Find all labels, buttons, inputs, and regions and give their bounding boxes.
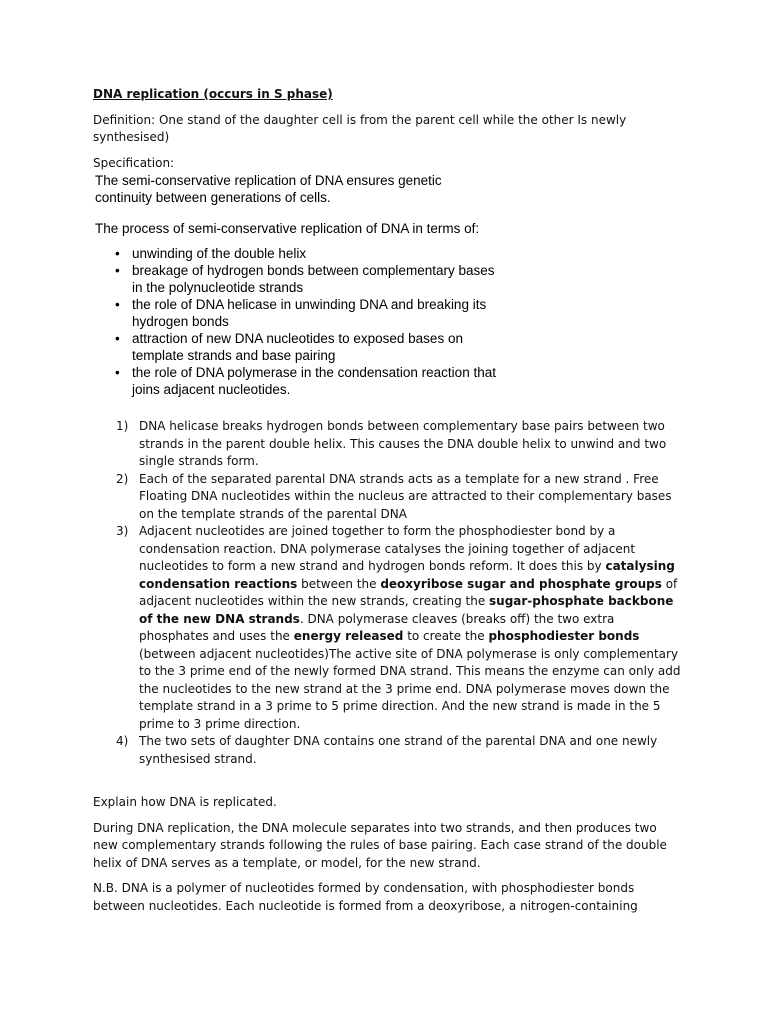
step-text: of adjacent nucleotides within the new strands, creating the	[139, 576, 678, 608]
step-number: 3)	[116, 524, 129, 538]
list-item	[95, 246, 683, 263]
bold-term: energy released	[293, 629, 404, 643]
list-item	[93, 523, 683, 733]
step-number: 1)	[116, 419, 129, 433]
bullet-icon: •	[115, 245, 120, 261]
list-item	[93, 471, 683, 524]
spec-subhead: The process of semi-conservative replication of DNA in terms of:	[95, 221, 480, 236]
spec-intro-line: continuity between generations of cells.	[95, 189, 331, 205]
replication-steps	[93, 418, 683, 768]
spec-item-text: in the polynucleotide strands	[132, 279, 304, 295]
list-item	[95, 365, 683, 398]
step-text: . DNA polymerase cleaves (breaks off) the two extra phosphates and uses the	[139, 611, 615, 643]
spec-intro	[95, 173, 683, 206]
step-text: DNA helicase breaks hydrogen bonds between complementary base pairs between two strands in the parent double helix. This causes the DNA double helix to unwind and two single strands form.	[139, 419, 667, 468]
bold-term: phosphodiester bonds	[488, 629, 640, 643]
step-text: Each of the separated parental DNA strands acts as a template for a new strand . Free Floating DNA nucleotides within the nucleus are attracted to their complementary bases on the template strands of the parental DNA	[139, 471, 672, 521]
spec-item-text: unwinding of the double helix	[132, 245, 307, 261]
page-title: DNA replication (occurs in S phase)	[93, 87, 333, 101]
spec-intro-line: The semi-conservative replication of DNA ensures genetic	[95, 173, 442, 188]
bullet-icon: •	[115, 331, 120, 346]
specification-excerpt	[95, 173, 683, 398]
specification-label: Specification:	[93, 155, 175, 170]
step-text: to create the	[403, 629, 489, 643]
list-item	[93, 733, 683, 768]
bullet-icon: •	[115, 365, 120, 380]
nb-text: N.B. DNA is a polymer of nucleotides formed by condensation, with phosphodiester bonds between nucleotides. Each nucleotide is formed from a deoxyribose, a nitrogen-containing	[93, 881, 638, 913]
bullet-icon: •	[115, 297, 120, 312]
bold-term: deoxyribose sugar and phosphate groups	[380, 576, 662, 591]
spec-item-text: joins adjacent nucleotides.	[132, 381, 291, 397]
bold-term: catalysing condensation reactions	[139, 559, 675, 591]
spec-item-text: hydrogen bonds	[132, 313, 229, 329]
question-text: Explain how DNA is replicated.	[93, 795, 277, 809]
bold-term: sugar-phosphate backbone of the new DNA strands	[139, 594, 674, 626]
spec-bullet-list	[95, 246, 683, 399]
step-text: Adjacent nucleotides are joined together to form the phosphodiester bond by a condensation reaction. DNA polymerase catalyses the joining together of adjacent nucleotides to form a new strand and hydrogen bonds reform. It does this by	[139, 524, 636, 573]
step-number: 2)	[116, 471, 129, 486]
step-text: The two sets of daughter DNA contains one strand of the parental DNA and one newly synthesised strand.	[139, 734, 658, 766]
list-item	[95, 263, 683, 296]
bullet-icon: •	[115, 263, 120, 278]
list-item	[93, 418, 683, 471]
definition-text: Definition: One stand of the daughter cell is from the parent cell while the other Is newly synthesised)	[93, 112, 627, 144]
spec-item-text: the role of DNA helicase in unwinding DNA and breaking its	[132, 297, 487, 312]
spec-item-text: breakage of hydrogen bonds between complementary bases	[132, 263, 495, 278]
spec-item-text: template strands and base pairing	[132, 347, 336, 363]
spec-item-text: attraction of new DNA nucleotides to exposed bases on	[132, 331, 463, 346]
spec-item-text: the role of DNA polymerase in the condensation reaction that	[132, 365, 496, 380]
list-item	[95, 297, 683, 330]
step-number: 4)	[116, 734, 129, 748]
answer-text: During DNA replication, the DNA molecule separates into two strands, and then produces two new complementary strands following the rules of base pairing. Each case strand of the double helix of DNA serves as a template, or model, for the new strand.	[93, 820, 667, 870]
step-text: between the	[297, 576, 381, 591]
step-text: (between adjacent nucleotides)The active site of DNA polymerase is only complementary to the 3 prime end of the newly formed DNA strand. This means the enzyme can only add the nucleotides to the new strand at the 3 prime end. DNA polymerase moves down the template strand in a 3 prime to 5 prime direction. And the new strand is made in the 5 prime to 3 prime direction.	[139, 646, 681, 731]
document-page	[93, 86, 683, 923]
list-item	[95, 331, 683, 364]
